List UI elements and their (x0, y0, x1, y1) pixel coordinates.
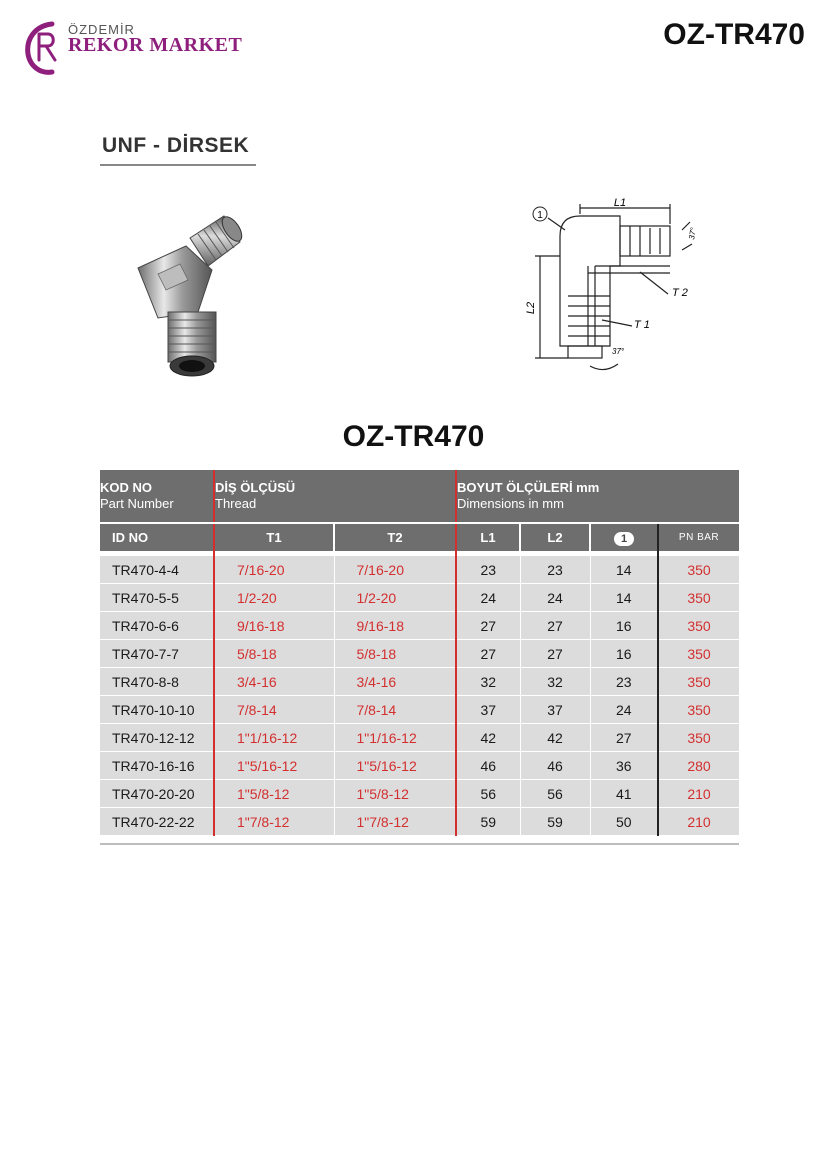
cell-l1: 56 (456, 780, 520, 808)
brand-logo (22, 20, 252, 76)
cell-l1: 46 (456, 752, 520, 780)
cell-t1: 1"1/16-12 (214, 724, 334, 752)
thread-header: DİŞ ÖLÇÜSÜ Thread (214, 470, 456, 522)
table-body (100, 556, 739, 836)
cell-t1: 7/8-14 (214, 696, 334, 724)
dimensions-header: BOYUT ÖLÇÜLERİ mm Dimensions in mm (456, 470, 739, 522)
cell-pn: 210 (658, 780, 739, 808)
table-row (100, 696, 739, 724)
drawing-label-l1: L1 (613, 197, 627, 209)
cell-id: TR470-20-20 (100, 780, 214, 808)
cell-ref: 24 (590, 696, 658, 724)
cell-ref: 23 (590, 668, 658, 696)
cell-pn: 350 (658, 640, 739, 668)
ref-number-badge: 1 (614, 532, 634, 546)
technical-drawing (520, 196, 720, 376)
cell-l1: 37 (456, 696, 520, 724)
cell-t2: 7/16-20 (334, 556, 456, 584)
cell-l1: 27 (456, 640, 520, 668)
cell-t2: 3/4-16 (334, 668, 456, 696)
cell-l2: 32 (520, 668, 590, 696)
cell-ref: 16 (590, 612, 658, 640)
cell-pn: 350 (658, 612, 739, 640)
table-row (100, 808, 739, 836)
cell-l1: 27 (456, 612, 520, 640)
cell-l1: 24 (456, 584, 520, 612)
table-row (100, 752, 739, 780)
cell-l2: 56 (520, 780, 590, 808)
col-l1: L1 (456, 524, 520, 551)
spec-table (100, 470, 739, 836)
table-row (100, 724, 739, 752)
cell-l2: 42 (520, 724, 590, 752)
col-pn: PN BAR (658, 524, 739, 551)
table-row (100, 556, 739, 584)
cell-id: TR470-16-16 (100, 752, 214, 780)
elbow-fitting-photo (128, 208, 246, 380)
col-id: ID NO (100, 524, 214, 551)
cell-t2: 9/16-18 (334, 612, 456, 640)
col-t2: T2 (334, 524, 456, 551)
cell-ref: 50 (590, 808, 658, 836)
cell-ref: 27 (590, 724, 658, 752)
cell-t1: 7/16-20 (214, 556, 334, 584)
cell-ref: 16 (590, 640, 658, 668)
drawing-label-l2: L2 (525, 301, 537, 315)
kod-header: KOD NO Part Number (100, 470, 214, 522)
product-code-header: OZ-TR470 (663, 18, 805, 51)
cell-ref: 14 (590, 556, 658, 584)
brand-small-text: ÖZDEMİR (68, 22, 135, 37)
cell-t1: 1"5/16-12 (214, 752, 334, 780)
cell-t1: 5/8-18 (214, 640, 334, 668)
cell-id: TR470-6-6 (100, 612, 214, 640)
brand-name: REKOR MARKET (68, 34, 243, 56)
logo-r-icon (22, 20, 68, 76)
cell-l1: 59 (456, 808, 520, 836)
cell-l1: 32 (456, 668, 520, 696)
cell-t1: 1"7/8-12 (214, 808, 334, 836)
section-title: UNF - DİRSEK (102, 134, 250, 157)
table-row (100, 584, 739, 612)
cell-l2: 27 (520, 640, 590, 668)
cell-t2: 5/8-18 (334, 640, 456, 668)
cell-id: TR470-12-12 (100, 724, 214, 752)
table-bottom-rule (100, 843, 739, 845)
cell-t1: 1/2-20 (214, 584, 334, 612)
cell-pn: 350 (658, 556, 739, 584)
cell-t2: 1"1/16-12 (334, 724, 456, 752)
cell-pn: 210 (658, 808, 739, 836)
cell-ref: 41 (590, 780, 658, 808)
table-group-header (100, 470, 739, 522)
cell-t1: 1"5/8-12 (214, 780, 334, 808)
cell-l2: 37 (520, 696, 590, 724)
drawing-label-t1: T 1 (634, 319, 650, 331)
col-t1: T1 (214, 524, 334, 551)
cell-l2: 59 (520, 808, 590, 836)
cell-t1: 9/16-18 (214, 612, 334, 640)
table-row (100, 780, 739, 808)
cell-ref: 36 (590, 752, 658, 780)
cell-id: TR470-10-10 (100, 696, 214, 724)
cell-pn: 350 (658, 584, 739, 612)
drawing-ref-number: 1 (537, 210, 543, 221)
cell-l1: 42 (456, 724, 520, 752)
product-code-title: OZ-TR470 (342, 420, 485, 453)
col-l2: L2 (520, 524, 590, 551)
cell-l2: 27 (520, 612, 590, 640)
cell-t2: 1"5/16-12 (334, 752, 456, 780)
drawing-angle-bottom: 37° (612, 347, 625, 356)
cell-t2: 1/2-20 (334, 584, 456, 612)
cell-pn: 350 (658, 668, 739, 696)
cell-l2: 23 (520, 556, 590, 584)
cell-t2: 1"5/8-12 (334, 780, 456, 808)
cell-t2: 7/8-14 (334, 696, 456, 724)
section-underline (100, 164, 256, 166)
cell-id: TR470-7-7 (100, 640, 214, 668)
cell-pn: 350 (658, 696, 739, 724)
cell-l1: 23 (456, 556, 520, 584)
col-ref (590, 524, 658, 551)
cell-t2: 1"7/8-12 (334, 808, 456, 836)
drawing-angle-top: 37° (687, 226, 699, 241)
cell-pn: 350 (658, 724, 739, 752)
table-row (100, 640, 739, 668)
cell-ref: 14 (590, 584, 658, 612)
cell-id: TR470-4-4 (100, 556, 214, 584)
cell-id: TR470-5-5 (100, 584, 214, 612)
cell-id: TR470-8-8 (100, 668, 214, 696)
cell-pn: 280 (658, 752, 739, 780)
cell-t1: 3/4-16 (214, 668, 334, 696)
drawing-label-t2: T 2 (672, 287, 688, 299)
cell-l2: 24 (520, 584, 590, 612)
cell-id: TR470-22-22 (100, 808, 214, 836)
table-row (100, 668, 739, 696)
table-column-header (100, 524, 739, 551)
cell-l2: 46 (520, 752, 590, 780)
table-row (100, 612, 739, 640)
